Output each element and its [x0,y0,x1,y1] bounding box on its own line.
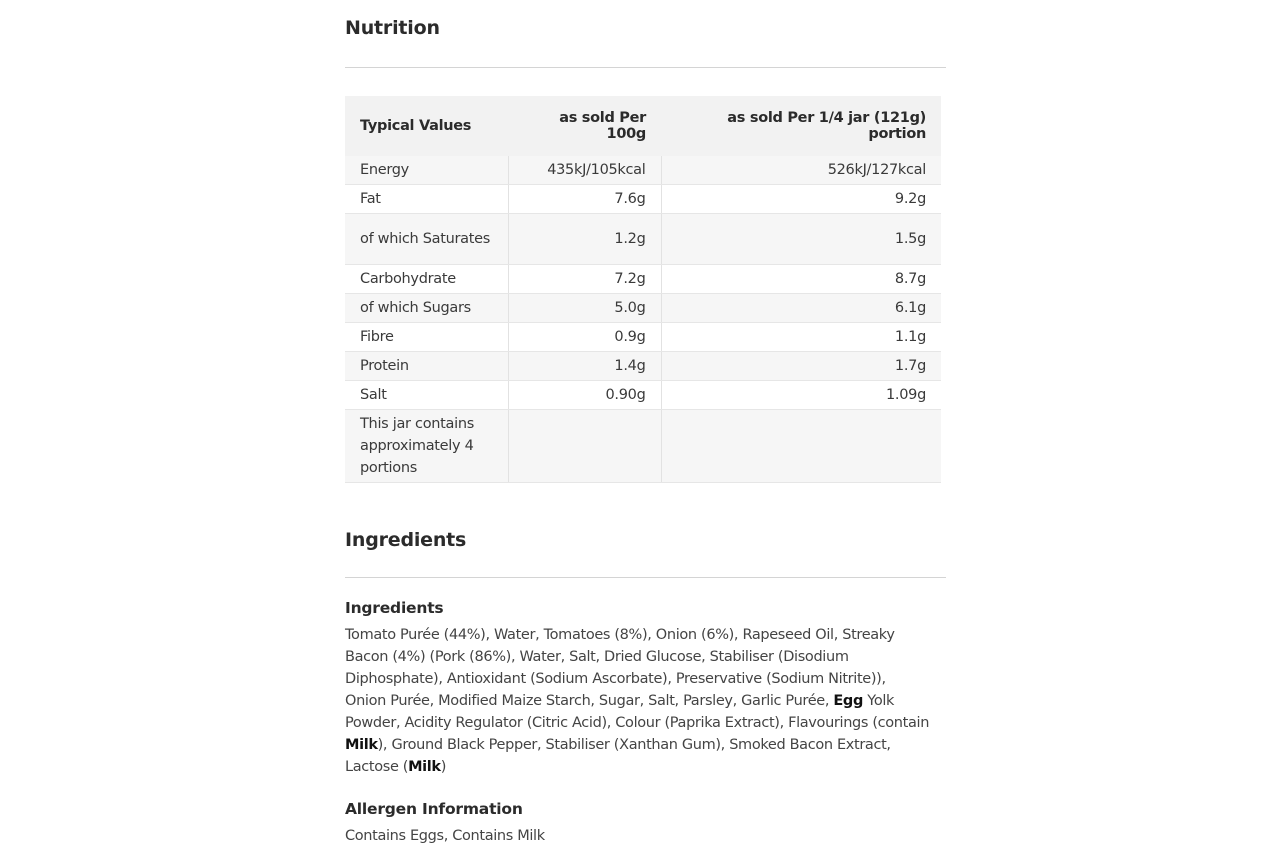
header-per-portion: as sold Per 1/4 jar (121g) portion [661,96,941,156]
row-per-100g [508,410,661,483]
row-per-portion: 1.09g [661,381,941,410]
row-per-100g: 435kJ/105kcal [508,156,661,185]
ingredients-text [345,624,930,778]
allergen-milk: Milk [408,759,441,775]
row-label: Fat [345,185,508,214]
table-row [345,323,941,352]
row-per-portion: 8.7g [661,265,941,294]
row-per-portion: 1.1g [661,323,941,352]
row-label: Energy [345,156,508,185]
nutrition-divider [345,67,946,68]
allergen-heading: Allergen Information [345,800,523,818]
table-row [345,185,941,214]
row-label: Protein [345,352,508,381]
table-row [345,294,941,323]
table-row [345,265,941,294]
row-label: Carbohydrate [345,265,508,294]
row-per-100g: 7.2g [508,265,661,294]
ingredients-subheading: Ingredients [345,599,444,617]
row-per-100g: 5.0g [508,294,661,323]
ingredients-heading: Ingredients [345,529,467,551]
nutrition-table-header [345,96,941,156]
header-per-100g: as sold Per 100g [508,96,661,156]
allergen-text: Contains Eggs, Contains Milk [345,828,545,844]
allergen-milk: Milk [345,737,378,753]
row-per-100g: 7.6g [508,185,661,214]
ingredients-text-part: Tomato Purée (44%), Water, Tomatoes (8%), Onion (6%), Rapeseed Oil, Streaky Bacon (4%) (Pork (86%), Water, Salt, Dried Glucose, Stabiliser (Disodium Diphosphate), Antioxidant (Sodium Ascorbate), Preservative (Sodium Nitrite)), Onion Purée, Modified Maize Starch, Sugar, Salt, Parsley, Garlic Purée, [345,627,895,709]
row-per-100g: 0.90g [508,381,661,410]
nutrition-heading: Nutrition [345,17,440,39]
header-typical-values: Typical Values [345,96,508,156]
table-row [345,214,941,265]
row-label: of which Saturates [345,214,508,265]
row-per-portion: 6.1g [661,294,941,323]
ingredients-text-part: ) [440,759,447,775]
row-per-100g: 1.4g [508,352,661,381]
row-per-portion [661,410,941,483]
table-row [345,352,941,381]
row-per-100g: 1.2g [508,214,661,265]
nutrition-table [345,96,941,483]
row-label: Salt [345,381,508,410]
row-per-portion: 1.5g [661,214,941,265]
row-per-portion: 526kJ/127kcal [661,156,941,185]
row-per-100g: 0.9g [508,323,661,352]
row-label: This jar contains approximately 4 portions [345,410,508,483]
allergen-egg: Egg [833,693,863,709]
ingredients-text-part: ), Ground Black Pepper, Stabiliser (Xanthan Gum), Smoked Bacon Extract, Lactose ( [345,737,891,775]
row-per-portion: 9.2g [661,185,941,214]
row-label: of which Sugars [345,294,508,323]
table-row [345,156,941,185]
row-per-portion: 1.7g [661,352,941,381]
ingredients-divider [345,577,946,578]
ingredients-text-part: Yolk Powder, Acidity Regulator (Citric Acid), Colour (Paprika Extract), Flavourings (contain [345,693,930,731]
row-label: Fibre [345,323,508,352]
table-row [345,381,941,410]
table-row [345,410,941,483]
